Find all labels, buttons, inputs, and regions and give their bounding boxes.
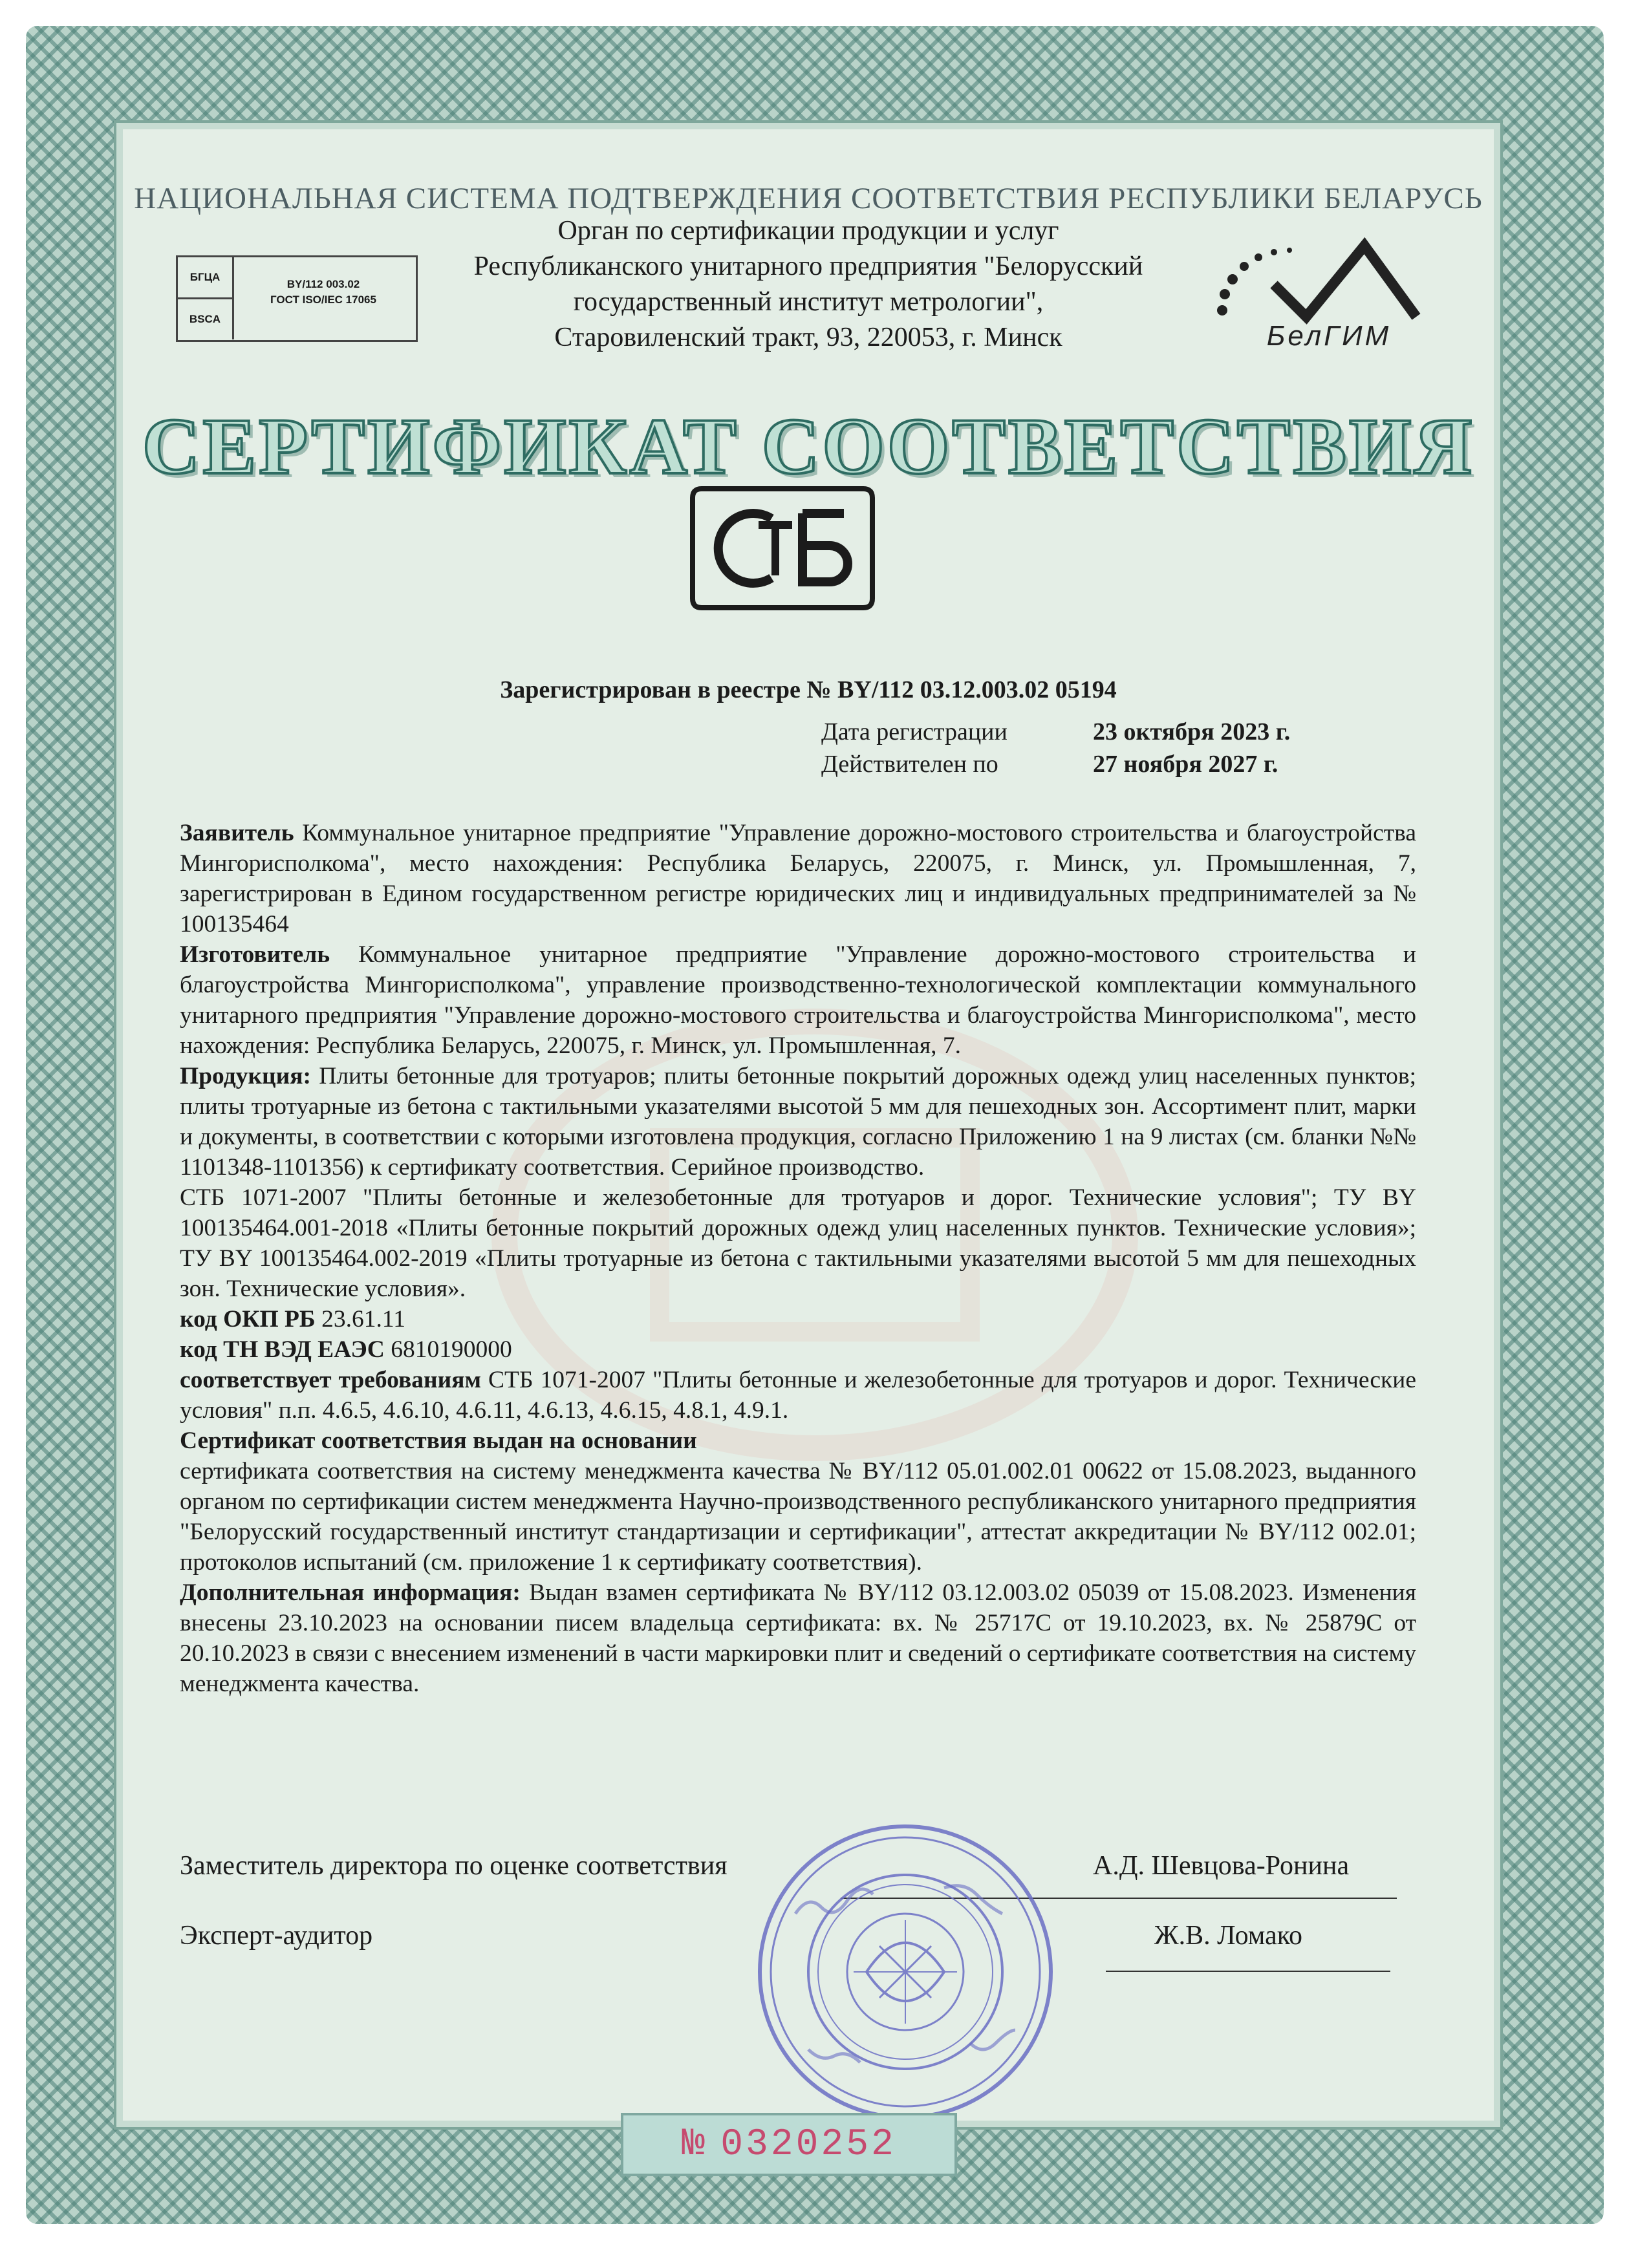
accreditation-code <box>236 277 411 308</box>
serial-number-box <box>621 2113 957 2176</box>
stb-mark-icon <box>689 485 876 612</box>
okp-value: 23.61.11 <box>315 1306 405 1332</box>
org-line: государственный институт метрологии", <box>573 287 1044 317</box>
accreditation-code-line: BY/112 003.02 <box>286 278 360 290</box>
org-line: Республиканского унитарного предприятия "Белорусский <box>473 251 1143 281</box>
serial-number: 0320252 <box>720 2123 896 2166</box>
registration-date-label: Дата регистрации <box>821 718 1008 745</box>
accreditation-box <box>176 255 418 342</box>
bsca-label: BSCA <box>178 299 234 339</box>
bgca-label: БГЦА <box>178 257 234 299</box>
signature-line <box>1106 1971 1390 1972</box>
applicant-paragraph <box>180 818 1416 939</box>
compliance-paragraph <box>180 1365 1416 1426</box>
registration-date-value: 23 октября 2023 г. <box>1093 718 1291 745</box>
valid-until-label: Действителен по <box>821 751 998 778</box>
product-label: Продукция: <box>180 1063 312 1089</box>
tnved-value: 6810190000 <box>384 1336 512 1363</box>
basis-label-paragraph <box>180 1426 1416 1456</box>
manufacturer-label: Изготовитель <box>180 941 330 968</box>
manufacturer-text: Коммунальное унитарное предприятие "Управление дорожно-мостового строительства и благоустройства Мингорисполкома", управление производственно-технологической комплектации коммунального унитарного предприятия "Управление дорожно-мостового строительства и благоустройства Мингорисполкома", место нахождения: Республика Беларусь, 220075, г. Минск, ул. Промышленная, 7. <box>180 941 1416 1059</box>
org-line: Старовиленский тракт, 93, 220053, г. Минск <box>554 323 1062 352</box>
applicant-label: Заявитель <box>180 820 294 846</box>
standards-paragraph: СТБ 1071-2007 "Плиты бетонные и железобетонные для тротуаров и дорог. Технические условия"; ТУ BY 100135464.001-2018 «Плиты бетонные покрытий дорожных одежд улиц населенных пунктов. Технические условия»; ТУ BY 100135464.002-2019 «Плиты тротуарные из бетона с тактильными указателями высотой 5 мм для пешеходных зон. Технические условия». <box>180 1184 1416 1302</box>
basis-paragraph: сертификата соответствия на систему менеджмента качества № BY/112 05.01.002.01 00622 от 15.08.2023, выданного органом по сертификации систем менеджмента Научно-производственного республиканского унитарного предприятия "Белорусский государственный институт стандартизации и сертификации", аттестат аккредитации № BY/112 002.01; протоколов испытаний (см. приложение 1 к сертификату соответствия). <box>180 1458 1416 1576</box>
accreditation-standard-line: ГОСТ ISO/IEC 17065 <box>270 294 376 306</box>
expert-auditor-label: Эксперт-аудитор <box>180 1921 373 1951</box>
registry-number: Зарегистрирован в реестре № BY/112 03.12.003.02 05194 <box>500 676 1117 703</box>
deputy-director-name: А.Д. Шевцова-Ронина <box>1093 1851 1350 1881</box>
tnved-label: код ТН ВЭД ЕАЭС <box>180 1336 385 1363</box>
national-system-title: НАЦИОНАЛЬНАЯ СИСТЕМА ПОДТВЕРЖДЕНИЯ СООТВЕТСТВИЯ РЕСПУБЛИКИ БЕЛАРУСЬ <box>134 182 1483 215</box>
valid-until-value: 27 ноября 2027 г. <box>1093 751 1278 778</box>
certificate-body <box>180 818 1416 1699</box>
compliance-label: соответствует требованиям <box>180 1367 482 1393</box>
deputy-director-label: Заместитель директора по оценке соответствия <box>180 1851 727 1881</box>
product-text: Плиты бетонные для тротуаров; плиты бетонные покрытий дорожных одежд улиц населенных пунктов; плиты тротуарные из бетона с тактильными указателями высотой 5 мм для пешеходных зон. Ассортимент плит, марки и документы, в соответствии с которыми изготовлена продукция, согласно Приложению 1 на 9 листах (см. бланки №№ 1101348-1101356) к сертификату соответствия. Серийное производство. <box>180 1063 1416 1181</box>
compliance-text: СТБ 1071-2007 "Плиты бетонные и железобетонные для тротуаров и дорог. Технические условия" п.п. 4.6.5, 4.6.10, 4.6.11, 4.6.13, 4.6.15, 4.8.1, 4.9.1. <box>180 1367 1416 1424</box>
official-seal-icon <box>750 1817 1061 2127</box>
tnved-paragraph <box>180 1334 1416 1365</box>
applicant-text: Коммунальное унитарное предприятие "Управление дорожно-мостового строительства и благоустройства Мингорисполкома", место нахождения: Республика Беларусь, 220075, г. Минск, ул. Промышленная, 7, зарегистрирован в Едином государственном регистре юридических лиц и индивидуальных предпринимателей за № 100135464 <box>180 820 1416 937</box>
additional-text: Выдан взамен сертификата № BY/112 03.12.003.02 05039 от 15.08.2023. Изменения внесены 23.10.2023 на основании писем владельца сертификата: вх. № 25717С от 19.10.2023, вх. № 25879С от 20.10.2023 в связи с внесением изменений в части маркировки плит и сведений о сертификате соответствия на систему менеджмента качества. <box>180 1579 1416 1697</box>
belgim-logo-text: БелГИМ <box>1266 320 1392 352</box>
org-line: Орган по сертификации продукции и услуг <box>557 216 1059 246</box>
product-paragraph <box>180 1061 1416 1182</box>
manufacturer-paragraph <box>180 939 1416 1061</box>
expert-auditor-name: Ж.В. Ломако <box>1154 1921 1302 1951</box>
okp-label: код ОКП РБ <box>180 1306 316 1332</box>
certificate-title: СЕРТИФИКАТ СООТВЕТСТВИЯ <box>142 402 1475 491</box>
additional-label: Дополнительная информация: <box>180 1579 521 1606</box>
serial-prefix: № <box>682 2123 706 2166</box>
certification-body <box>453 213 1164 356</box>
additional-paragraph <box>180 1578 1416 1699</box>
basis-label: Сертификат соответствия выдан на основании <box>180 1428 697 1454</box>
okp-paragraph <box>180 1304 1416 1334</box>
